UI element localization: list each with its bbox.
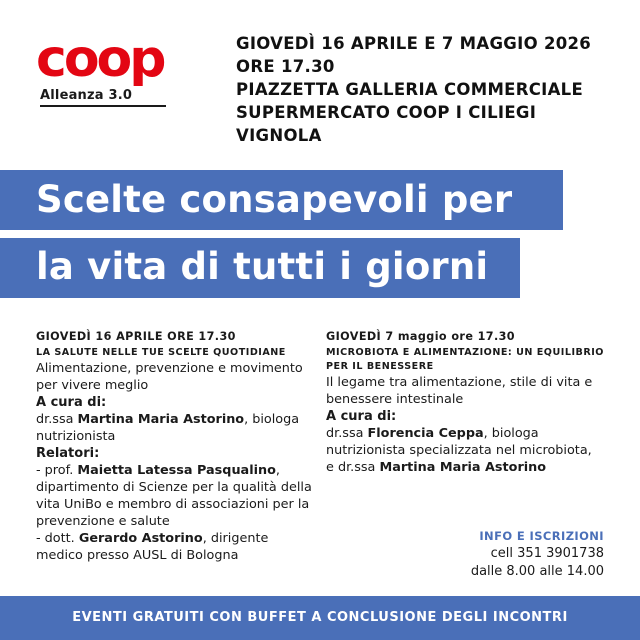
coop-logo-icon <box>36 34 172 86</box>
curator-1-prefix: dr.ssa <box>326 426 368 441</box>
title-line-2: la vita di tutti i giorni <box>0 238 520 298</box>
footer-banner: EVENTI GRATUITI CON BUFFET A CONCLUSIONE DEGLI INCONTRI <box>0 596 640 640</box>
header-city: VIGNOLA <box>236 126 322 145</box>
header-dates: GIOVEDÌ 16 APRILE E 7 MAGGIO 2026 <box>236 34 592 53</box>
event-1-curator-name: Martina Maria Astorino <box>77 412 245 427</box>
speaker-2-prefix: - dott. <box>36 531 79 546</box>
event-1-description: Alimentazione, prevenzione e movimento per vivere meglio <box>36 361 303 393</box>
event-2-description: Il legame tra alimentazione, stile di vita e benessere intestinale <box>326 375 593 407</box>
info-box <box>471 528 604 581</box>
logo-wordmark: coop <box>36 34 164 86</box>
event-2-curated-label: A cura di: <box>326 409 397 424</box>
curator-1-name: Florencia Ceppa <box>367 426 484 441</box>
event-1-speakers-label: Relatori: <box>36 446 100 461</box>
info-title: INFO E ISCRIZIONI <box>479 529 604 543</box>
event-1-curator-prefix: dr.ssa <box>36 412 78 427</box>
header-location: PIAZZETTA GALLERIA COMMERCIALE <box>236 80 584 99</box>
logo-subtitle: Alleanza 3.0 <box>40 88 133 103</box>
event-details-header <box>236 32 626 147</box>
event-1-curator-role: , biologa nutrizionista <box>36 412 300 444</box>
speaker-1-name: Maietta Latessa Pasqualino <box>77 463 276 478</box>
event-1-speaker-1 <box>36 462 314 530</box>
logo-underline <box>40 105 166 107</box>
title-line-1: Scelte consapevoli per <box>0 170 563 230</box>
speaker-1-prefix: - prof. <box>36 463 78 478</box>
event-1-curator <box>36 411 314 445</box>
event-1-speaker-2 <box>36 530 314 564</box>
event-2 <box>326 329 616 476</box>
event-2-date: GIOVEDÌ 7 maggio ore 17.30 <box>326 330 515 343</box>
event-1-topic: LA SALUTE NELLE TUE SCELTE QUOTIDIANE <box>36 347 286 358</box>
header-time: ORE 17.30 <box>236 57 335 76</box>
header-venue: SUPERMERCATO COOP I CILIEGI <box>236 103 537 122</box>
curator-2-prefix: e dr.ssa <box>326 460 380 475</box>
event-2-topic: MICROBIOTA E ALIMENTAZIONE: UN EQUILIBRIO PER IL BENESSERE <box>326 347 604 372</box>
event-1-date: GIOVEDÌ 16 APRILE ORE 17.30 <box>36 330 236 343</box>
event-1-curated-label: A cura di: <box>36 395 107 410</box>
speaker-2-name: Gerardo Astorino <box>78 531 203 546</box>
curator-2-name: Martina Maria Astorino <box>379 460 547 475</box>
speaker-2-role: , dirigente medico presso AUSL di Bologna <box>36 531 269 563</box>
event-2-curators <box>326 425 616 476</box>
info-phone[interactable]: cell 351 3901738 <box>490 546 604 561</box>
info-hours: dalle 8.00 alle 14.00 <box>470 564 604 579</box>
speaker-1-role: , dipartimento di Scienze per la qualità della vita UniBo e membro di associazioni per la prevenzione e salute <box>36 463 312 529</box>
event-1 <box>36 329 314 564</box>
curator-1-role: , biologa nutrizionista specializzata nel microbiota, <box>326 426 592 458</box>
coop-logo <box>36 34 172 107</box>
